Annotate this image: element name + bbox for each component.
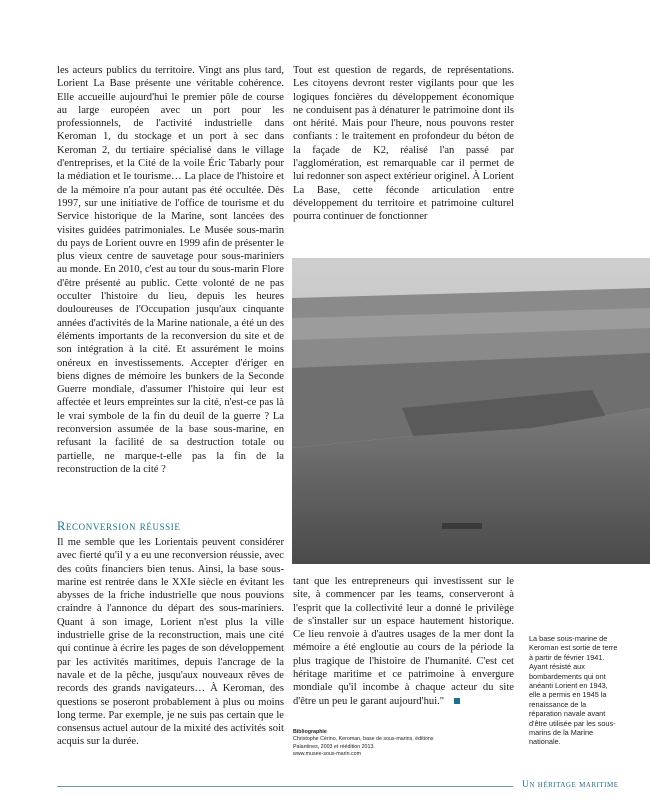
article-column-2: [57, 536, 284, 749]
article-column-3: [293, 64, 514, 224]
end-mark-icon: [454, 698, 460, 704]
running-title: Un héritage maritime: [522, 780, 619, 790]
article-paragraph: les acteurs publics du territoire. Vingt ans plus tard, Lorient La Base présente une véritable cohérence. Elle accueille aujourd'hui le premier pôle de course au large européen avec un port pour les professionnels, de l'activité industrielle dans Keroman 1, du stockage et un port à sec dans Keroman 2, du tertiaire spécialisé dans le village d'entreprises, et la Cité de la voile Éric Tabarly pour la médiation et le tourisme… La place de l'histoire et de la mémoire n'a pour autant pas été occultée. Dès 1997, sur une initiative de l'office de tourisme et du Service historique de la Marine, sont lancées des visites guidées patrimoniales. Le Musée sous-marin du pays de Lorient ouvre en 1999 afin de présenter le plus vieux centre de sauvetage pour sous-mariniers au monde. En 2010, c'est au tour du sous-marin Flore d'être présenté au public. Cette volonté de ne pas occulter l'histoire du lieu, depuis les heures douloureuses de l'Occupation jusqu'aux cinquante années d'activités de la Marine nationale, a été un des éléments importants de la reconversion du site et de son intégration à la cité. Et assurément le moins onéreux en investissements. Accepter d'ériger en biens dignes de mémoire les bunkers de la Seconde Guerre mondiale, d'assumer l'histoire qui leur est affectée et leurs empreintes sur la cité, n'est-ce pas là le vrai symbole de la fin du deuil de la guerre ? La reconversion assumée de la base sous-marine, en refusant la facilité de sa destruction totale ou partielle, ne marque-t-elle pas la fin de la reconstruction de la cité ?: [57, 65, 284, 475]
bibliography-link: www.musee-sous-marin.com: [293, 751, 361, 758]
bibliography-title: Bibliographie: [293, 729, 327, 735]
article-text: tant que les entrepreneurs qui investissent sur le site, à commencer par les teams, conserveront à l'esprit que la collectivité leur a donné le privilège de s'installer sur un espace hautement historique. Ce lieu renvoie à d'autres usages de la mer dont la mémoire a été engloutie au cours de la période la plus tragique de l'histoire de l'humanité. C'est cet héritage maritime et ce patrimoine à envergure mondiale qu'il incombe à chaque acteur du site d'être un peu le garant aujourd'hui.": [293, 576, 514, 707]
aerial-photo-drawing: [292, 258, 650, 564]
article-paragraph: Tout est question de regards, de représentations. Les citoyens devront rester vigilants pour que les logiques foncières du développement économique ne conduisent pas à dénaturer le patrimoine dont ils ont hérité. Mais pour l'heure, nous pouvons rester confiants : le traitement en profondeur du béton de la façade de K2, réalisé l'an passé par l'agglomération, est remarquable car il permet de lui redonner son aspect extérieur originel. À Lorient La Base, cette féconde articulation entre développement du territoire et patrimoine culturel pourra continuer de fonctionner: [293, 65, 514, 223]
aerial-photo-keroman-base: [292, 258, 650, 564]
bibliography-entry: Christophe Cérino, Keroman, base de sous-marins, éditions Palantines, 2003 et réédition 2013.: [293, 736, 434, 750]
bibliography: [293, 729, 453, 759]
photo-caption: La base sous-marine de Keroman est sortie de terre à partir de février 1941. Ayant résisté aux bombardements qui ont anéanti Lorient en 1943, elle a permis en 1945 la renaissance de la réparation navale avant d'être utilisée par les sous-marins de la Marine nationale.: [529, 634, 618, 747]
footer-rule: [57, 786, 513, 787]
article-paragraph: Il me semble que les Lorientais peuvent considérer avec fierté qu'il y a eu une reconversion réussie, avec des coûts financiers bien tenus. Ainsi, la base sous-marine est rentrée dans le XXIe siècle en évitant les abysses de la friche industrielle que nous pouvions craindre à l'annonce du départ des sous-mariniers. Quant à son image, Lorient n'est plus la ville industrielle grise de la reconstruction, mais une cité qui continue à écrire les pages de son développement par les activités maritimes, depuis l'ancrage de la navale et de la pêche, jusqu'aux nouveaux rêves de records des grands navigateurs… À Keroman, des questions se poseront probablement à plus ou moins long terme. Par exemple, je ne suis pas certain que le consensus actuel autour de la mixité des activités soit acquis sur la durée.: [57, 537, 284, 748]
article-paragraph: [293, 575, 514, 708]
section-heading: Reconversion réussie: [57, 519, 181, 533]
article-column-1: [57, 64, 284, 476]
article-column-4: [293, 575, 514, 708]
